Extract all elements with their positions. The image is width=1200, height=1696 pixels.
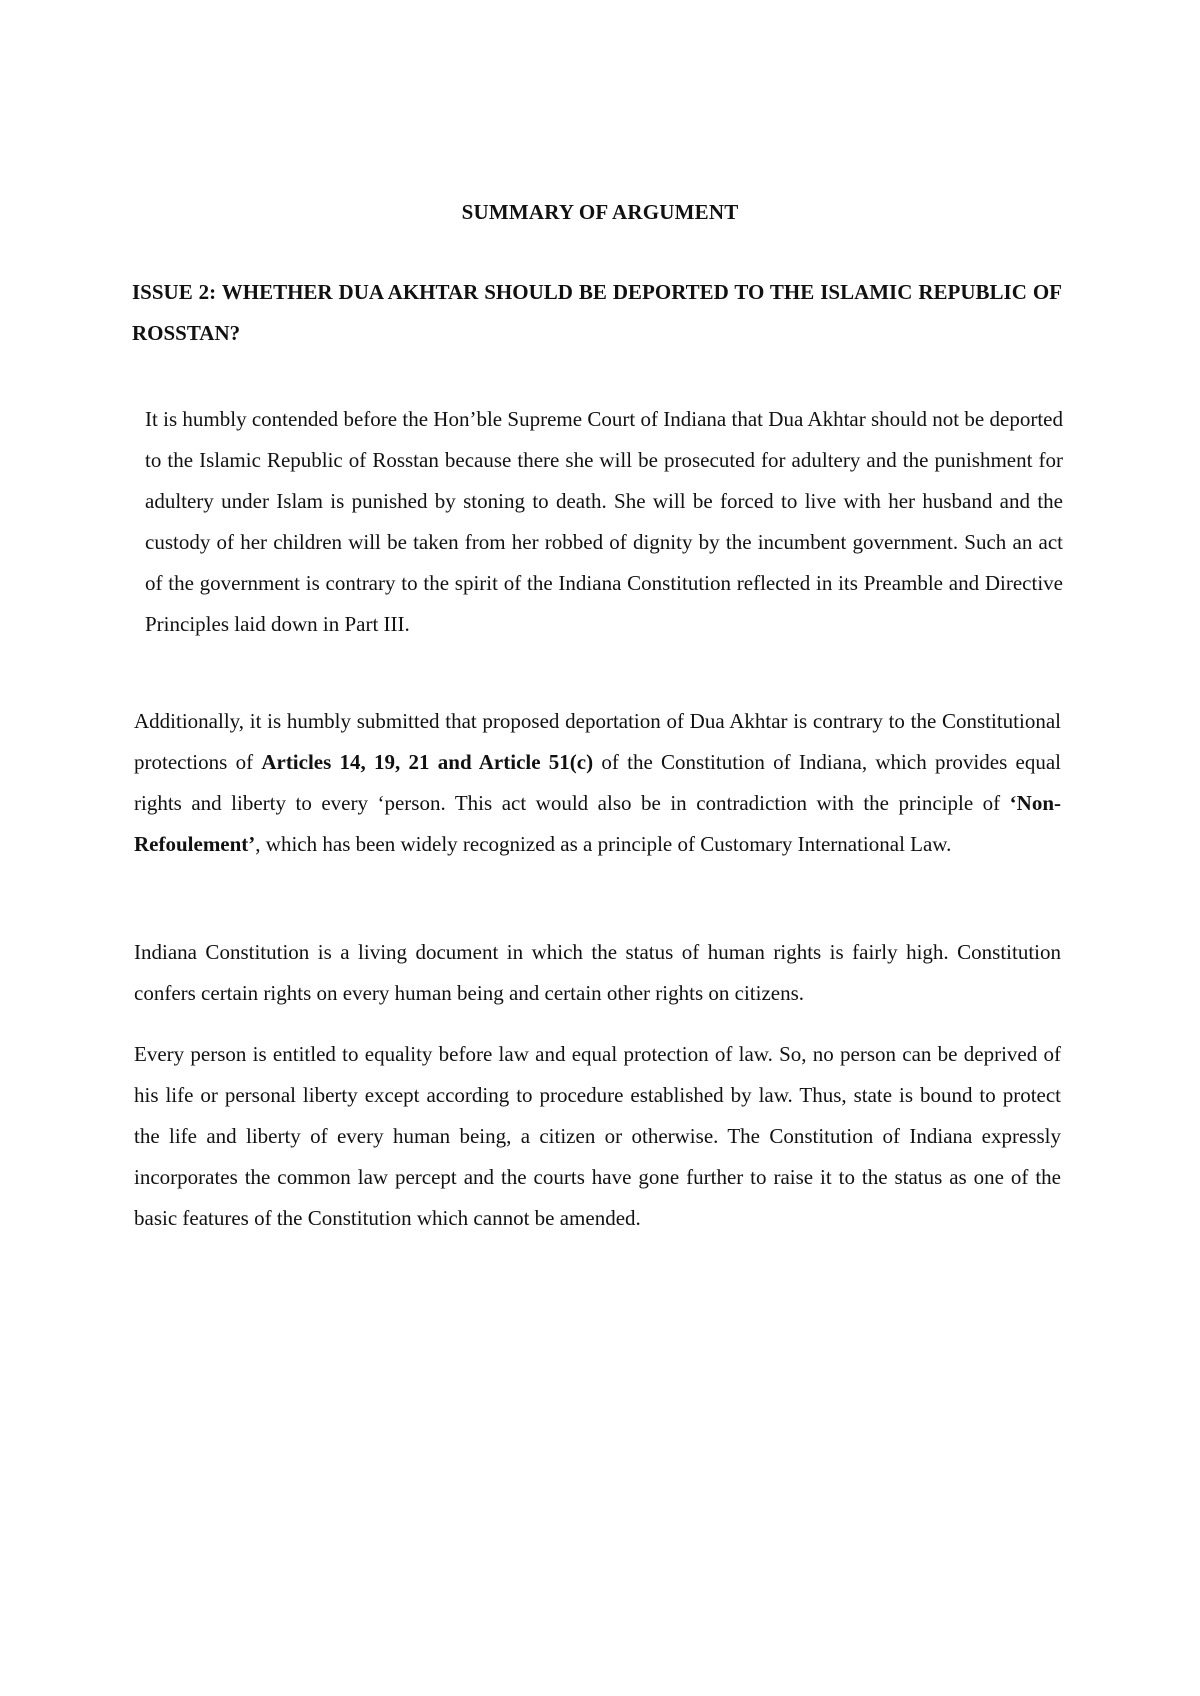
paragraph-text: Additionally, it is humbly submitted that proposed deportation of Dua Akhtar is contrary to the Constitutional protections of — [134, 709, 1061, 774]
page-title: SUMMARY OF ARGUMENT — [461, 200, 739, 224]
non-refoulement-term: ‘Non-Refoulement’ — [134, 791, 1061, 856]
paragraph-text: of the Constitution of Indiana, which provides equal rights and liberty to every ‘person. This act would also be in contradiction with the principle of — [134, 750, 1061, 815]
paragraph-text: , which has been widely recognized as a principle of Customary International Law. — [255, 832, 952, 856]
paragraph-constitutional-protections — [134, 701, 1061, 865]
paragraph-contention: It is humbly contended before the Hon’ble Supreme Court of Indiana that Dua Akhtar should not be deported to the Islamic Republic of Rosstan because there she will be prosecuted for adultery and the punishment for adultery under Islam is punished by stoning to death. She will be forced to live with her husband and the custody of her children will be taken from her robbed of dignity by the incumbent government. Such an act of the government is contrary to the spirit of the Indiana Constitution reflected in its Preamble and Directive Principles laid down in Part III. — [145, 407, 1063, 636]
paragraph-living-document: Indiana Constitution is a living document in which the status of human rights is fairly high. Constitution confers certain rights on every human being and certain other rights on citizens. — [134, 940, 1061, 1005]
articles-reference: Articles 14, 19, 21 and Article 51(c) — [261, 750, 594, 774]
issue-heading: ISSUE 2: WHETHER DUA AKHTAR SHOULD BE DEPORTED TO THE ISLAMIC REPUBLIC OF ROSSTAN? — [132, 280, 1062, 345]
paragraph-equality: Every person is entitled to equality before law and equal protection of law. So, no person can be deprived of his life or personal liberty except according to procedure established by law. Thus, state is bound to protect the life and liberty of every human being, a citizen or otherwise. The Constitution of Indiana expressly incorporates the common law percept and the courts have gone further to raise it to the status as one of the basic features of the Constitution which cannot be amended. — [134, 1042, 1061, 1230]
